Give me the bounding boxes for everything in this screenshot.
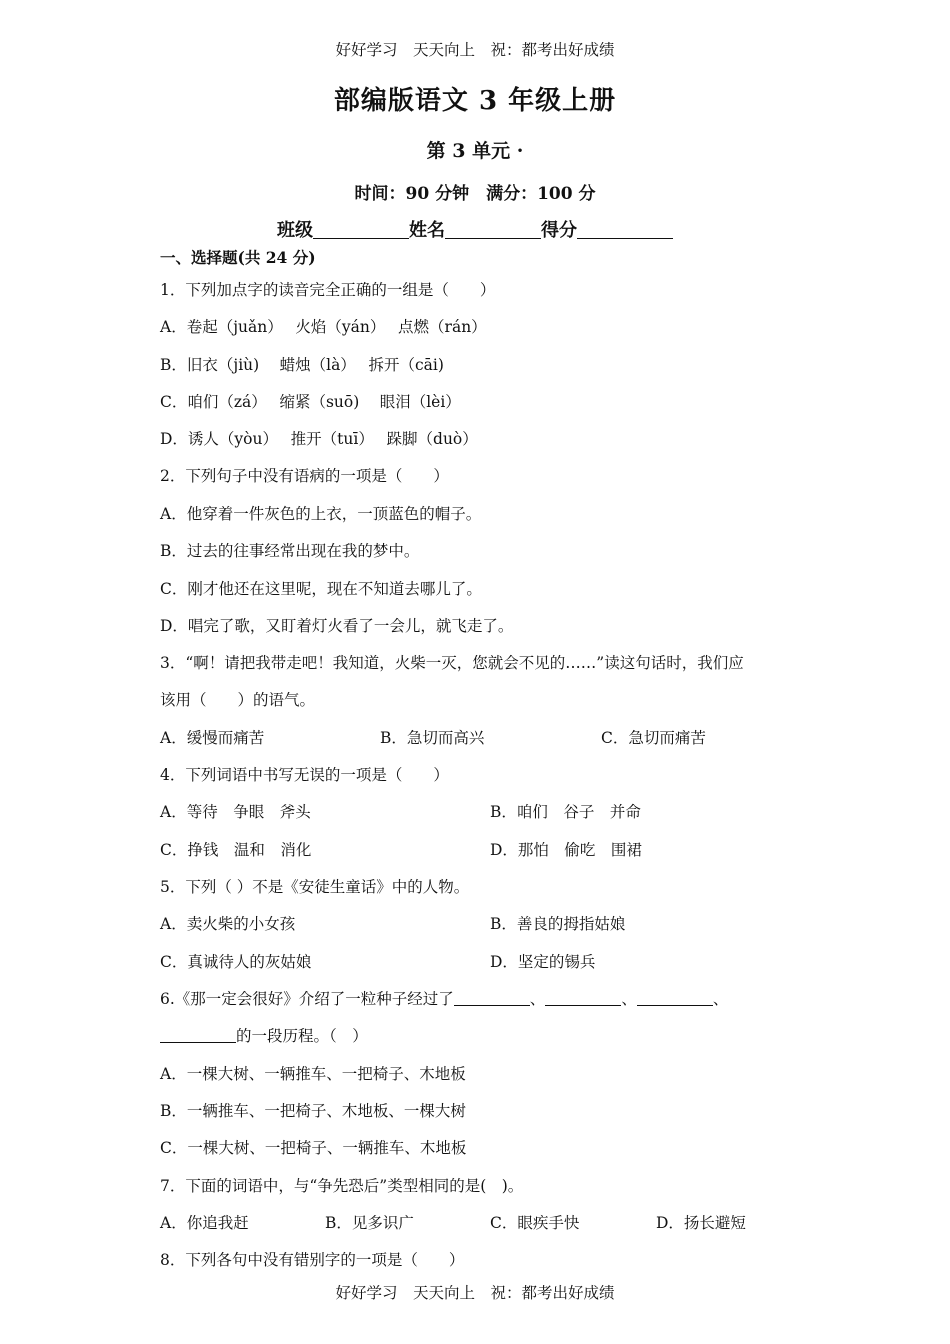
answer-blank[interactable] [160,1028,236,1043]
question-5-stem: 5．下列（ ）不是《安徒生童话》中的人物。 [160,878,470,896]
question-2-stem: 2．下列句子中没有语病的一项是（ ） [160,467,449,485]
question-7-option-b: B．见多识广 [325,1214,414,1232]
question-7-stem: 7．下面的词语中，与“争先恐后”类型相同的是( )。 [160,1177,524,1195]
question-6-stem-line-2 [160,1026,368,1046]
unit-title: 第 3 单元 · [426,140,524,162]
question-1-option-d: D．诱人（yòu） 推开（tuī） 跺脚（duò） [160,430,478,448]
question-5-option-d: D．坚定的锡兵 [490,953,596,971]
question-3-option-b: B．急切而高兴 [380,729,485,747]
question-7-option-a: A．你追我赶 [160,1214,249,1232]
question-7-option-d: D．扬长避短 [656,1214,746,1232]
question-3-stem-line-1: 3．“啊！请把我带走吧！我知道，火柴一灭，您就会不见的……”读这句话时，我们应 [160,654,744,672]
question-1-option-a: A．卷起（juǎn） 火焰（yán） 点燃（rán） [160,318,487,336]
page-footer: 好好学习 天天向上 祝：都考出好成绩 [335,1284,615,1302]
question-6-stem-line-1 [160,989,728,1009]
question-6-option-c: C．一棵大树、一把椅子、一辆推车、木地板 [160,1139,467,1157]
section-title: 一、选择题(共 24 分) [160,248,316,267]
question-4-stem: 4．下列词语中书写无误的一项是（ ） [160,766,449,784]
time-score-info: 时间：90 分钟 满分：100 分 [354,184,596,204]
page-header: 好好学习 天天向上 祝：都考出好成绩 [335,41,615,59]
score-label: 得分 [541,220,577,241]
question-2-option-c: C．刚才他还在这里呢，现在不知道去哪儿了。 [160,580,482,598]
question-4-option-a: A．等待 争眼 斧头 [160,803,311,821]
question-7-option-c: C．眼疾手快 [490,1214,580,1232]
answer-blank[interactable] [637,991,713,1006]
question-1-option-b: B．旧衣（jiù) 蜡烛（là） 拆开（cāi) [160,356,444,374]
question-3-option-a: A．缓慢而痛苦 [160,729,265,747]
question-6-stem-prefix: 6.《那一定会很好》介绍了一粒种子经过了 [160,990,454,1008]
answer-blank[interactable] [454,991,530,1006]
question-6-option-b: B．一辆推车、一把椅子、木地板、一棵大树 [160,1102,466,1120]
question-3-stem-line-2: 该用（ ）的语气。 [160,691,316,709]
question-2-option-b: B．过去的往事经常出现在我的梦中。 [160,542,420,560]
question-4-option-d: D．那怕 偷吃 围裙 [490,841,642,859]
name-blank[interactable] [445,220,541,239]
question-3-option-c: C．急切而痛苦 [601,729,706,747]
question-4-option-b: B．咱们 谷子 并命 [490,803,641,821]
class-label: 班级 [277,220,313,241]
separator: 、 [621,990,637,1008]
name-label: 姓名 [409,220,445,241]
separator: 、 [712,990,729,1008]
question-8-stem: 8．下列各句中没有错别字的一项是（ ） [160,1251,465,1269]
question-1-stem: 1．下列加点字的读音完全正确的一组是（ ） [160,281,496,299]
question-6-option-a: A．一棵大树、一辆推车、一把椅子、木地板 [160,1065,466,1083]
question-5-option-a: A．卖火柴的小女孩 [160,915,296,933]
answer-blank[interactable] [545,991,621,1006]
exam-title: 部编版语文 3 年级上册 [333,86,617,116]
score-blank[interactable] [577,220,673,239]
question-5-option-c: C．真诚待人的灰姑娘 [160,953,312,971]
separator: 、 [529,990,546,1008]
question-5-option-b: B．善良的拇指姑娘 [490,915,626,933]
question-6-stem-suffix: 的一段历程。（ ） [236,1027,368,1045]
question-2-option-a: A．他穿着一件灰色的上衣，一顶蓝色的帽子。 [160,505,482,523]
question-2-option-d: D．唱完了歌，又盯着灯火看了一会儿，就飞走了。 [160,617,514,635]
student-info-line [0,216,950,242]
question-4-option-c: C．挣钱 温和 消化 [160,841,312,859]
class-blank[interactable] [313,220,409,239]
question-1-option-c: C．咱们（zá） 缩紧（suō) 眼泪（lèi） [160,393,461,411]
